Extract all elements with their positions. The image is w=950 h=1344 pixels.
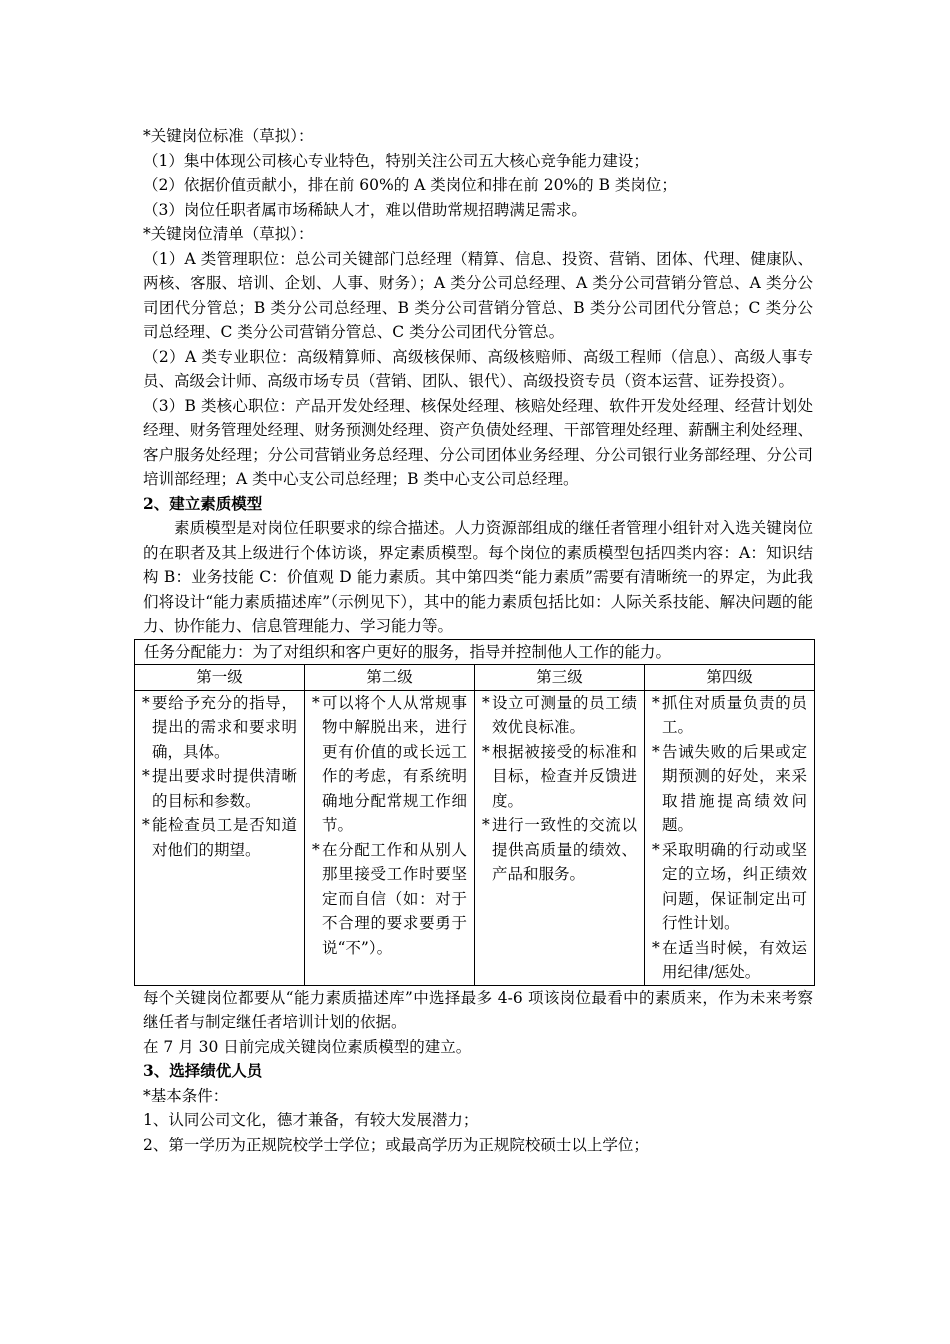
item-text: 进行一致性的交流以提供高质量的绩效、产品和服务。 [492,816,637,883]
section-heading: 3、选择绩优人员 [143,1061,263,1080]
bullet: * [482,693,490,712]
key-list-item: （1）A 类管理职位：总公司关键部门总经理（精算、信息、投资、营销、团体、代理、健康队、两核、客服、培训、企划、人事、财务）；A 类分公司总经理、A 类分公司营销分管总、A 类分公司团代分管总；B 类分公司总经理、B 类分公司营销分管总、B 类分公司团代分管总；C 类分公司总经理、C 类分公司营销分管总、C 类分公司团代分管总。 [143,249,813,341]
bullet: * [652,938,660,957]
list-item [142,764,297,813]
condition-item: 1、认同公司文化，德才兼备，有较大发展潜力； [143,1111,479,1129]
list-item [652,691,807,740]
level-3-cell [475,690,645,985]
key-standard-item: （2）依据价值贡献小，排在前 60%的 A 类岗位和排在前 20%的 B 类岗位； [143,176,677,194]
list-item [142,813,297,862]
key-standard-item: （1）集中体现公司核心专业特色，特别关注公司五大核心竞争能力建设； [143,151,649,170]
item-text: 根据被接受的标准和目标，检查并反馈进度。 [492,742,637,810]
condition-item: 2、第一学历为正规院校学士学位；或最高学历为正规院校硕士以上学位； [143,1135,649,1154]
ability-definition: 任务分配能力：为了对组织和客户更好的服务，指导并控制他人工作的能力。 [135,639,815,665]
level-header: 第一级 [135,665,305,691]
level-content-row [135,690,815,985]
level-2-cell [305,690,475,985]
key-standard-title: *关键岗位标准（草拟）： [143,127,314,145]
level-header: 第二级 [305,665,475,691]
list-item [482,813,637,887]
section-paragraph: 在 7 月 30 日前完成关键岗位素质模型的建立。 [143,1037,472,1056]
section-paragraph: 每个关键岗位都要从“能力素质描述库”中选择最多 4-6 项该岗位最看中的素质来，作为未来考察继任者与制定继任者培训计划的依据。 [143,988,813,1031]
item-text: 提出要求时提供清晰的目标和参数。 [152,767,297,810]
key-list-item: （2）A 类专业职位：高级精算师、高级核保师、高级核赔师、高级工程师（信息）、高级人事专员、高级会计师、高级市场专员（营销、团队、银代）、高级投资专员（资本运营、证券投资）。 [143,347,813,390]
bullet: * [652,840,660,859]
level-header-row [135,665,815,691]
list-item [652,838,807,936]
basic-conditions-title: *基本条件： [143,1086,229,1105]
list-item [652,936,807,985]
key-list-item: （3）B 类核心职位：产品开发处经理、核保处经理、核赔处经理、软件开发处经理、经营计划处经理、财务管理处经理、财务预测处经理、资产负债处经理、干部管理处经理、薪酬主利处经理、客户服务处经理；分公司营销业务总经理、分公司团体业务经理、分公司银行业务部经理、分公司培训部经理；A 类中心支公司总经理；B 类中心支公司总经理。 [143,396,813,488]
bullet: * [142,767,150,785]
list-item [482,740,637,814]
bullet: * [142,693,150,712]
key-standard-item: （3）岗位任职者属市场稀缺人才，难以借助常规招聘满足需求。 [143,200,587,219]
item-text: 告诫失败的后果或定期预测的好处，来采取措施提高绩效问题。 [662,742,807,834]
item-text: 能检查员工是否知道对他们的期望。 [152,816,297,859]
ability-table [134,639,815,986]
bullet: * [482,742,490,761]
bullet: * [652,742,660,761]
bullet: * [482,816,490,834]
bullet: * [312,840,320,859]
item-text: 要给予充分的指导，提出的需求和要求明确，具体。 [152,693,297,761]
section-heading: 2、建立素质模型 [143,493,263,513]
bullet: * [142,816,150,834]
level-header: 第四级 [645,665,815,691]
item-text: 设立可测量的员工绩效优良标准。 [492,693,637,736]
item-text: 在适当时候，有效运用纪律/惩处。 [662,938,807,981]
list-item [312,838,467,961]
list-item [652,740,807,838]
list-item [312,691,467,838]
level-4-cell [645,690,815,985]
item-text: 可以将个人从常规事物中解脱出来，进行更有价值的或长远工作的考虑，有系统明确地分配常规工作细节。 [322,693,467,834]
item-text: 在分配工作和从别人那里接受工作时要坚定而自信（如：对于不合理的要求要勇于说“不”）。 [322,840,467,957]
level-1-cell [135,690,305,985]
level-header: 第三级 [475,665,645,691]
item-text: 采取明确的行动或坚定的立场，纠正绩效问题，保证制定出可行性计划。 [662,840,807,932]
document-body [143,124,813,1157]
item-text: 抓住对质量负责的员工。 [662,693,807,736]
bullet: * [652,693,660,712]
list-item [142,691,297,765]
bullet: * [312,693,320,712]
key-list-title: *关键岗位清单（草拟）： [143,225,314,243]
list-item [482,691,637,740]
section-paragraph: 素质模型是对岗位任职要求的综合描述。人力资源部组成的继任者管理小组针对入选关键岗位的在职者及其上级进行个体访谈，界定素质模型。每个岗位的素质模型包括四类内容：A：知识结构 B：业务技能 C：价值观 D 能力素质。其中第四类“能力素质”需要有清晰统一的界定，为此我们将设计“能力素质描述库”（示例见下），其中的能力素质包括比如：人际关系技能、解决问题的能力、协作能力、信息管理能力、学习能力等。 [143,519,813,635]
